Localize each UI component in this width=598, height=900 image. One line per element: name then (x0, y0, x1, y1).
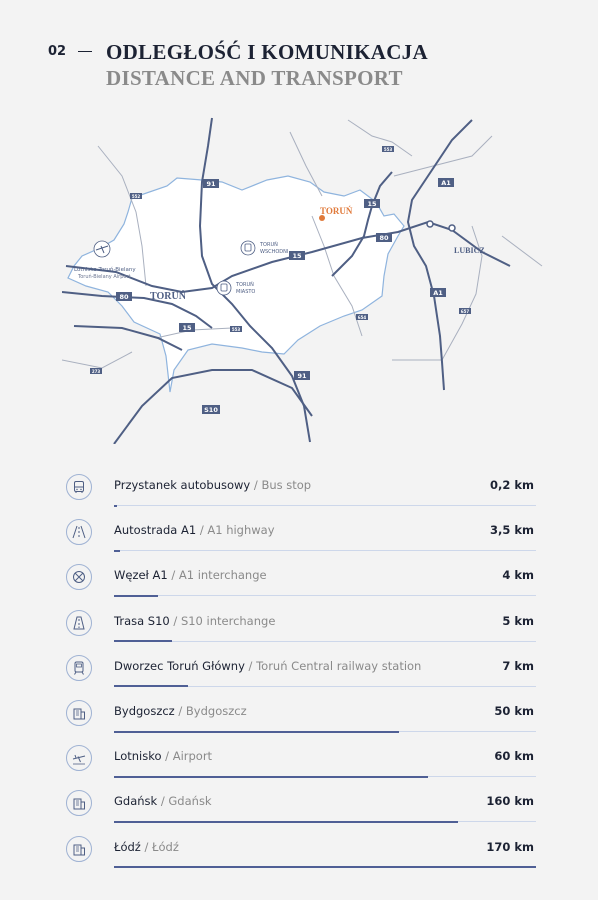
destination-name-pl: Lotnisko (114, 749, 162, 764)
destination-name-en: A1 interchange (178, 568, 267, 583)
station-city-label-2: MIASTO (236, 289, 256, 295)
distance-bar-fill (114, 550, 120, 552)
road-shield-553b: 553 (231, 327, 241, 332)
distance-bar-track (114, 595, 536, 596)
distance-bar-fill (114, 685, 188, 687)
distance-bar-track (114, 641, 536, 642)
distance-bar-track (114, 686, 536, 687)
distance-bar-track (114, 776, 536, 777)
distance-bar-track (114, 731, 536, 732)
distance-bar-track (114, 550, 536, 551)
distance-value: 7 km (502, 658, 534, 673)
title-english: DISTANCE AND TRANSPORT (106, 66, 403, 90)
interchange-marker (427, 221, 433, 227)
road-shield-80-center: 80 (379, 234, 389, 242)
destination-name-pl: Trasa S10 (114, 613, 170, 628)
lubicz-label: LUBICZ (454, 246, 485, 255)
destination-name-en: Airport (172, 749, 213, 764)
road-shield-a1-top: A1 (441, 179, 451, 187)
destination-name-en: Bydgoszcz (185, 704, 247, 718)
road-shield-273: 273 (91, 369, 101, 374)
distance-bar-track (114, 821, 536, 822)
distance-bar-fill (114, 866, 536, 868)
destination-name-pl: Bydgoszcz (114, 704, 175, 718)
distance-bar-track (114, 505, 536, 506)
distance-bar-fill (114, 595, 158, 597)
distance-row-8: Gdańsk / Gdańsk 160 km (66, 782, 536, 827)
road-shield-s10: S10 (204, 406, 218, 414)
distance-bar-track (114, 867, 536, 868)
distance-row-7: Lotnisko / Airport 60 km (66, 737, 536, 782)
station-city-icon (217, 281, 231, 295)
torun-center-label: TORUŃ (320, 206, 353, 216)
airport-label-pl: Lotnisko Toruń-Bielany (74, 267, 136, 273)
distance-bar-fill (114, 731, 399, 733)
city-icon (66, 790, 92, 816)
distance-row-5: Dworzec Toruń Główny / Toruń Central railway station 7 km (66, 647, 536, 692)
distance-value: 170 km (486, 839, 534, 854)
destination-name-en: Bus stop (261, 478, 312, 492)
distance-bar-fill (114, 640, 172, 642)
road-shield-552: 552 (131, 194, 141, 199)
distance-row-3: Węzeł A1 / A1 interchange 4 km (66, 556, 536, 601)
road-shield-80-left: 80 (119, 293, 129, 301)
road-shield-91-top: 91 (206, 180, 216, 188)
distance-value: 5 km (502, 613, 534, 628)
destination-name-pl: Węzeł A1 (114, 568, 168, 583)
road-shield-15-left: 15 (182, 324, 192, 332)
distance-bar-fill (114, 505, 117, 507)
road-shield-657: 657 (460, 309, 470, 314)
destination-name-pl: Przystanek autobusowy (114, 478, 251, 492)
road-a1-line (408, 120, 472, 390)
area-map (62, 116, 546, 444)
road-shield-91-bottom: 91 (297, 372, 307, 380)
distance-row-6: Bydgoszcz / Bydgoszcz 50 km (66, 692, 536, 737)
title-polish: ODLEGŁOŚĆ I KOMUNIKACJA (106, 40, 428, 64)
destination-name-en: Toruń Central railway station (256, 658, 422, 673)
bus-icon (66, 474, 92, 500)
distance-value: 160 km (486, 794, 534, 809)
distance-value: 0,2 km (489, 478, 534, 492)
city-icon (66, 836, 92, 862)
destination-name-pl: Łódź (114, 839, 141, 854)
distance-row-9: Łódź / Łódź 170 km (66, 828, 536, 873)
airport-label-en: Toruń-Bielany Airport (78, 274, 131, 280)
interchange-marker (449, 225, 455, 231)
station-east-icon (241, 241, 255, 255)
road-shield-a1-right: A1 (433, 289, 443, 297)
destination-name-en: Łódź (152, 839, 179, 854)
destination-name-en: S10 interchange (180, 613, 276, 628)
distance-value: 60 km (494, 749, 534, 764)
distance-value: 4 km (502, 568, 534, 583)
distance-value: 50 km (494, 704, 534, 718)
interchange-icon (66, 564, 92, 590)
station-city-label-1: TORUŃ (236, 282, 254, 288)
distance-row-4: Trasa S10 / S10 interchange 5 km (66, 602, 536, 647)
distance-bar-fill (114, 776, 428, 778)
plane-icon (66, 745, 92, 771)
destination-name-en: Gdańsk (168, 794, 212, 809)
station-east-label-1: TORUŃ (260, 242, 278, 248)
station-east-label-2: WSCHODNI (260, 249, 289, 255)
distance-row-1: Przystanek autobusowy / Bus stop 0,2 km (66, 466, 536, 511)
train-icon (66, 655, 92, 681)
destination-name-pl: Gdańsk (114, 794, 158, 809)
distance-row-2: Autostrada A1 / A1 highway 3,5 km (66, 511, 536, 556)
highway-icon (66, 519, 92, 545)
road-shield-15-top: 15 (367, 200, 377, 208)
road-shield-15-center: 15 (292, 252, 302, 260)
header-dash (78, 51, 92, 52)
section-number: 02 (48, 44, 67, 59)
distance-bar-fill (114, 821, 458, 823)
road-icon (66, 610, 92, 636)
destination-name-pl: Autostrada A1 (114, 523, 197, 538)
torun-city-label: TORUŃ (150, 291, 186, 302)
road-shield-553: 553 (383, 147, 393, 152)
destination-name-pl: Dworzec Toruń Główny (114, 658, 245, 673)
road-shield-654: 654 (357, 315, 367, 320)
city-icon (66, 700, 92, 726)
destination-name-en: A1 highway (207, 523, 275, 538)
distance-value: 3,5 km (489, 523, 534, 538)
